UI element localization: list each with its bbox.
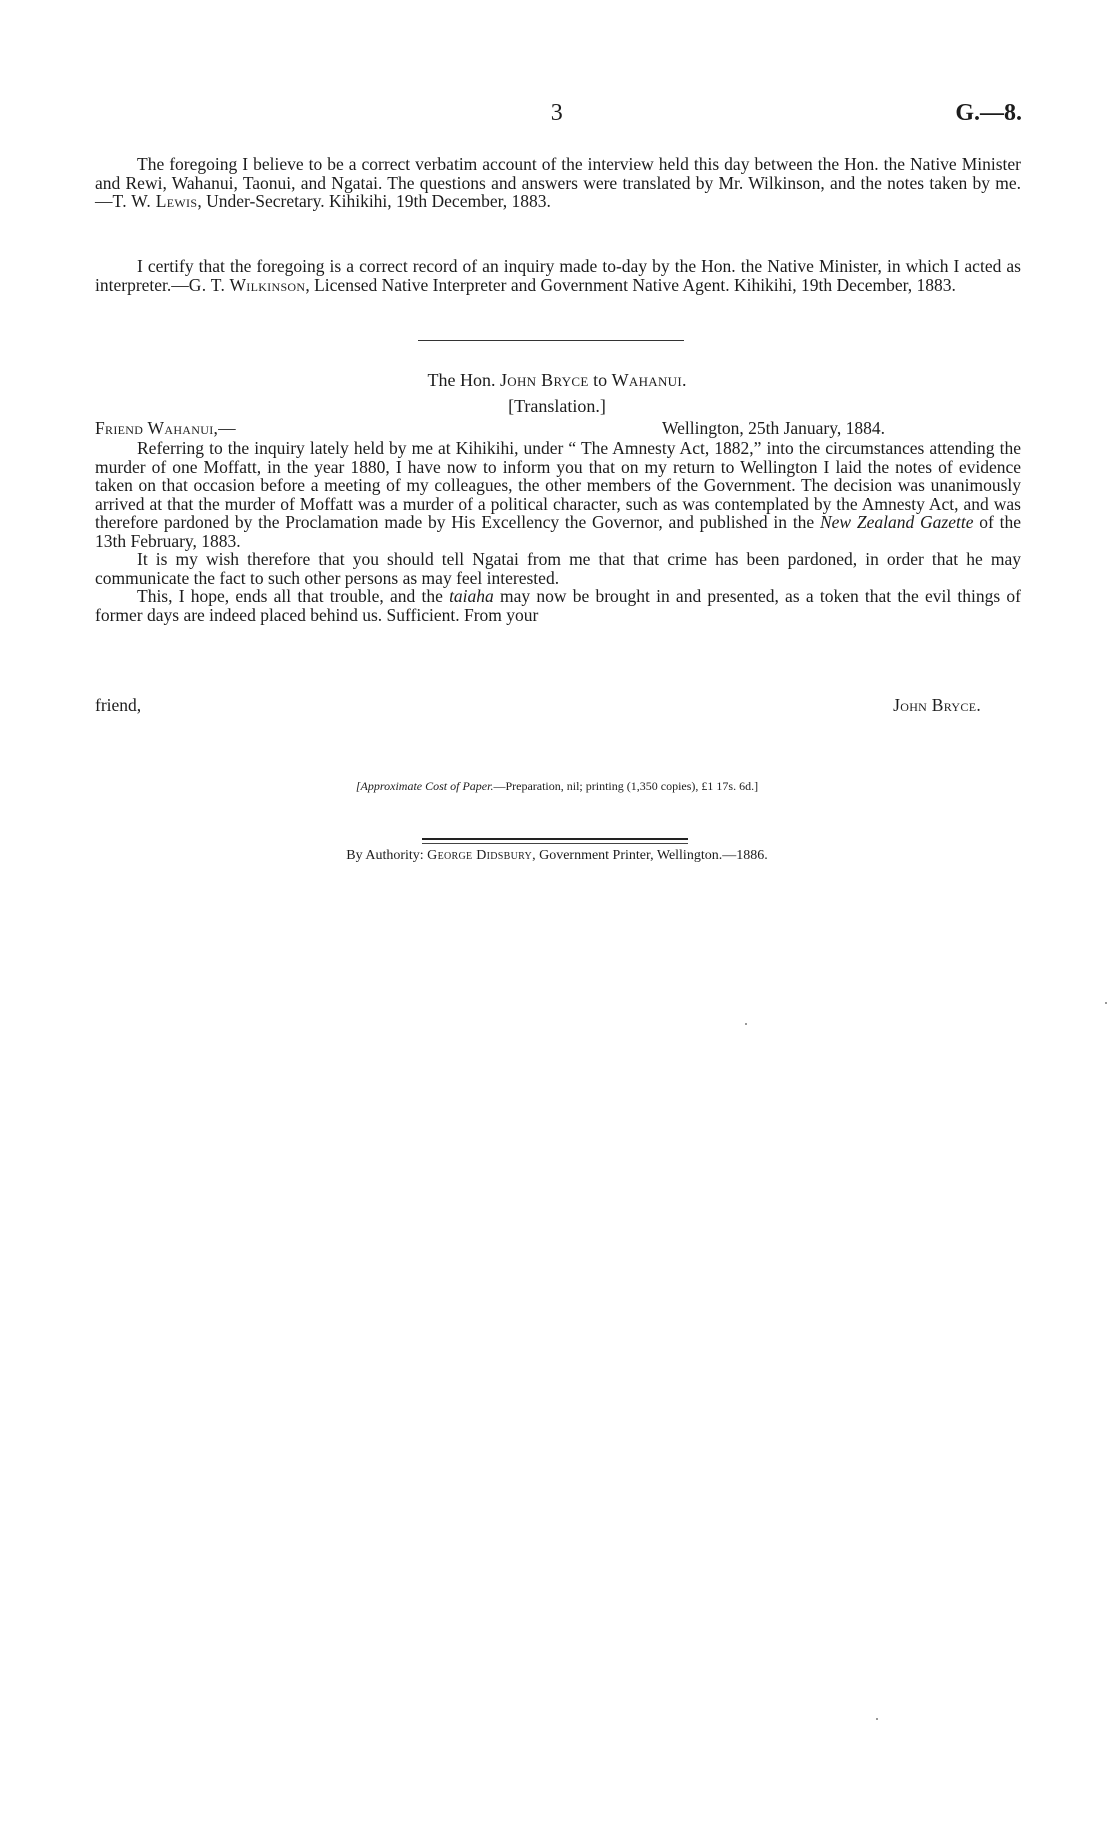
letter-paragraph-2: It is my wish therefore that you should tell Ngatai from me that that crime has been pardoned, in order that he may communicate the fact to such other persons as may feel interested. bbox=[95, 549, 1021, 588]
cost-text: —Preparation, nil; printing (1,350 copies), £1 17s. 6d.] bbox=[493, 779, 759, 793]
letter-heading-sender: John Bryce bbox=[499, 370, 589, 390]
verbatim-statement bbox=[95, 155, 1021, 211]
letter-heading-to-word: to bbox=[588, 370, 612, 390]
letter-place-date: Wellington, 25th January, 1884. bbox=[662, 418, 885, 438]
letter-heading-prefix: The Hon. bbox=[427, 370, 500, 390]
paper-speck bbox=[1105, 1002, 1107, 1004]
interpreter-certificate-paragraph bbox=[95, 257, 1021, 294]
paper-speck bbox=[876, 1718, 878, 1720]
letter-paragraph-1-end: of the 13th February, 1883. bbox=[95, 512, 1021, 551]
letter-salutation: Friend Wahanui,— bbox=[95, 418, 236, 438]
letter-heading-period: . bbox=[682, 370, 687, 390]
imprint-printer-name: George Didsbury bbox=[427, 848, 533, 863]
page-number: 3 bbox=[550, 100, 564, 126]
letter-paragraph-1-text: Referring to the inquiry lately held by me at Kihikihi, under “ The Amnesty Act, 1882,” into the circumstances attending the murder of one Moffatt, in the year 1880, I have now to inform you that on my return to Wellington I laid the notes of evidence taken on that occasion before a meeting of my colleagues, the other members of the Government. The decision was unanimously arrived at that the murder of Moffatt was a murder of a political character, such as was contemplated by the Amnesty Act, and was therefore pardoned by the Proclamation made by His Excellency the Governor, and published in the bbox=[95, 438, 1021, 532]
statement-text: The foregoing I believe to be a correct verbatim account of the interview held this day between the Hon. the Native Minister and Rewi, Wahanui, Taonui, and Ngatai. The questions and answers were translated by Mr. Wilkinson, and the notes taken by me.— bbox=[95, 154, 1021, 211]
taiaha-word: taiaha bbox=[449, 586, 494, 606]
imprint-prefix: By Authority: bbox=[346, 848, 428, 863]
statement-signer: T. W. Lewis bbox=[112, 191, 198, 211]
closing-word: friend, bbox=[95, 695, 142, 715]
interpreter-certificate bbox=[95, 257, 1021, 294]
letter-paragraph-3-text: This, I hope, ends all that trouble, and the bbox=[137, 586, 450, 606]
certificate-text-end: , Licensed Native Interpreter and Government Native Agent. Kihikihi, 19th December, 1883. bbox=[305, 274, 956, 295]
statement-text-end: , Under-Secretary. Kihikihi, 19th December, 1883. bbox=[197, 191, 551, 211]
cost-label: [Approximate Cost of Paper. bbox=[355, 779, 494, 793]
section-divider bbox=[418, 340, 684, 341]
letter-paragraph-3-end: may now be brought in and presented, as a token that the evil things of former days are indeed placed behind us. Sufficient. From your bbox=[95, 586, 1022, 625]
certificate-text: I certify that the foregoing is a correct record of an inquiry made to-day by the Hon. the Native Minister, in which I acted as interpreter.— bbox=[95, 256, 1021, 295]
letter-heading bbox=[0, 370, 1114, 391]
verbatim-statement-paragraph bbox=[95, 155, 1021, 211]
paper-speck bbox=[745, 1023, 747, 1025]
letter-body bbox=[95, 439, 1021, 624]
gazette-title: New Zealand Gazette bbox=[819, 512, 974, 532]
document-reference: G.—8. bbox=[955, 100, 1022, 126]
translation-note: [Translation.] bbox=[508, 396, 606, 416]
cost-of-paper-note bbox=[0, 779, 1114, 794]
letter-signature: John Bryce. bbox=[893, 695, 981, 715]
letter-paragraph-3 bbox=[95, 587, 1021, 624]
letter-heading-recipient: Wahanui bbox=[611, 370, 682, 390]
footer-divider bbox=[422, 838, 688, 844]
certificate-signer: G. T. Wilkinson bbox=[188, 274, 306, 295]
printer-imprint bbox=[0, 848, 1114, 864]
letter-paragraph-1 bbox=[95, 439, 1021, 550]
imprint-suffix: , Government Printer, Wellington.—1886. bbox=[532, 848, 768, 863]
